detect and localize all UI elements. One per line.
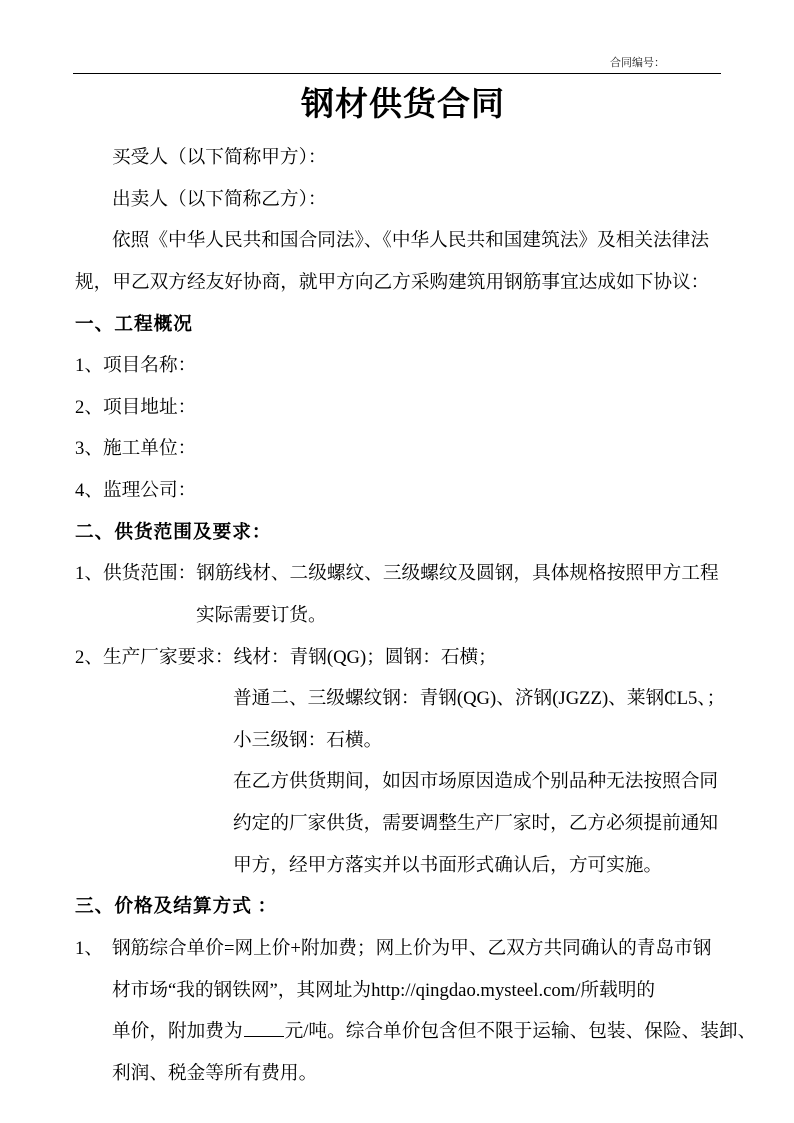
- price-item-1-line-1: [0, 928, 794, 970]
- project-address-item: 2、项目地址：: [75, 396, 197, 418]
- surcharge-blank: [244, 1020, 284, 1037]
- project-name-item: 1、项目名称：: [75, 355, 197, 377]
- surcharge-unit-text: 元/吨。综合单价包含但不限于运输、包装、保险、装卸、: [284, 1021, 757, 1043]
- price-item-1-line-3: [0, 1011, 794, 1053]
- manufacturer-requirement-line: 2、生产厂家要求：线材：青钢(QG)；圆钢：石横；: [75, 646, 497, 668]
- price-item-1-text: 钢筋综合单价=网上价+附加费；网上价为甲、乙双方共同确认的青岛市钢: [112, 937, 712, 959]
- manufacturer-note-line-2: 约定的厂家供货，需要调整生产厂家时，乙方必须提前通知: [233, 813, 719, 834]
- construction-unit-item: 3、施工单位：: [75, 438, 197, 460]
- surcharge-label: 单价，附加费为: [112, 1021, 243, 1043]
- section-heading-project-overview: 一、工程概况: [75, 313, 193, 335]
- section-heading-price-settlement: 三、价格及结算方式 ：: [75, 896, 278, 918]
- supervision-company-item: 4、监理公司：: [75, 480, 197, 501]
- supply-scope-line-1: 1、供货范围：钢筋线材、二级螺纹、三级螺纹及圆钢，具体规格按照甲方工程: [75, 563, 719, 585]
- price-item-1-line-4: 利润、税金等所有费用。: [112, 1062, 318, 1084]
- section-heading-supply-scope: 二、供货范围及要求：: [75, 521, 272, 543]
- item-number: 1、: [75, 937, 103, 959]
- manufacturer-note-line-1: 在乙方供货期间，如因市场原因造成个别品种无法按照合同: [233, 771, 719, 793]
- rebar-manufacturer-line: 普通二、三级螺纹钢：青钢(QG)、济钢(JGZZ)、莱钢₵L5、；: [233, 688, 726, 710]
- preamble-line-2: 规，甲乙双方经友好协商，就甲方向乙方采购建筑用钢筋事宜达成如下协议：: [75, 271, 710, 293]
- contract-number-label: 合同编号：: [610, 57, 665, 69]
- price-item-1-line-2: 材市场“我的钢铁网”，其网址为http://qingdao.mysteel.com/所载明的: [112, 979, 656, 1001]
- header-divider: [73, 73, 721, 74]
- supply-scope-line-2: 实际需要订货。: [196, 604, 327, 626]
- manufacturer-note-line-3: 甲方，经甲方落实并以书面形式确认后，方可实施。: [233, 854, 663, 876]
- contract-body: [0, 137, 794, 1094]
- document-title: 钢材供货合同: [301, 87, 505, 123]
- buyer-line: 买受人（以下简称甲方）：: [112, 147, 327, 168]
- small-rebar-manufacturer-line: 小三级钢：石横。: [233, 729, 383, 751]
- seller-line: 出卖人（以下简称乙方）：: [112, 188, 327, 210]
- preamble-line-1: 依照《中华人民共和国合同法》、《中华人民共和国建筑法》及相关法律法: [112, 230, 709, 252]
